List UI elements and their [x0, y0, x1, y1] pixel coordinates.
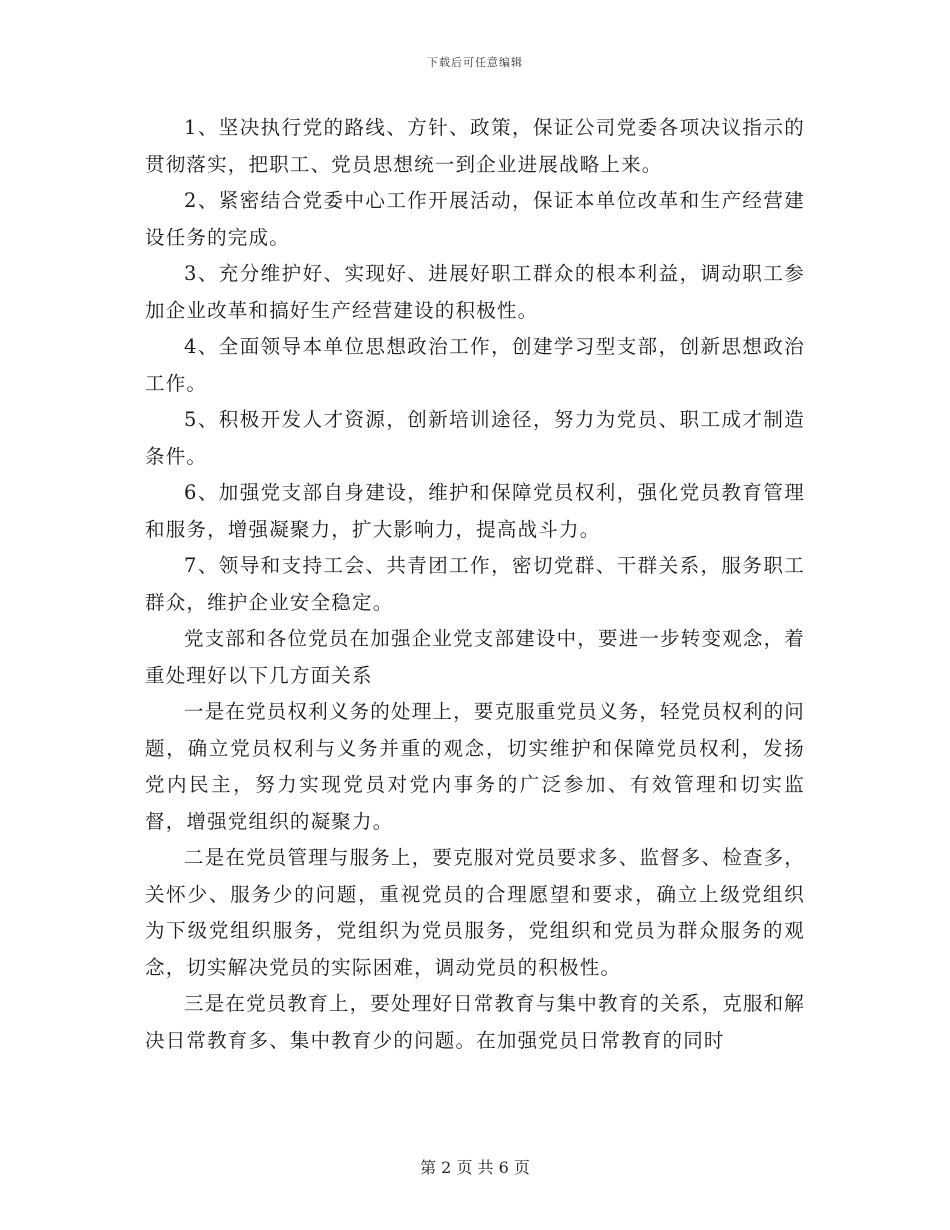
page-number: 第 2 页 共 6 页 — [420, 1158, 530, 1177]
paragraph: 5、积极开发人才资源，创新培训途径，努力为党员、职工成才制造条件。 — [145, 408, 805, 468]
paragraph: 三是在党员教育上，要处理好日常教育与集中教育的关系，克服和解决日常教育多、集中教育少的问题。在加强党员日常教育的同时 — [145, 992, 806, 1052]
paragraph: 二是在党员管理与服务上，要克服对党员要求多、监督多、检查多，关怀少、服务少的问题，重视党员的合理愿望和要求，确立上级党组织为下级党组织服务，党组织为党员服务，党组织和党员为群众服务的观念，切实解决党员的实际困难，调动党员的积极性。 — [145, 846, 806, 979]
paragraph: 6、加强党支部自身建设，维护和保障党员权利，强化党员教育管理和服务，增强凝聚力，扩大影响力，提高战斗力。 — [145, 481, 805, 541]
paragraph: 7、领导和支持工会、共青团工作，密切党群、干群关系，服务职工群众，维护企业安全稳定。 — [145, 554, 805, 614]
paragraph: 一是在党员权利义务的处理上，要克服重党员义务，轻党员权利的问题，确立党员权利与义务并重的观念，切实维护和保障党员权利，发扬党内民主，努力实现党员对党内事务的广泛参加、有效管理和切实监督，增强党组织的凝聚力。 — [145, 700, 806, 833]
paragraph: 2、紧密结合党委中心工作开展活动，保证本单位改革和生产经营建设任务的完成。 — [145, 189, 805, 249]
paragraph: 3、充分维护好、实现好、进展好职工群众的根本利益，调动职工参加企业改革和搞好生产经营建设的积极性。 — [145, 262, 805, 322]
paragraph: 1、坚决执行党的路线、方针、政策，保证公司党委各项决议指示的贯彻落实，把职工、党员思想统一到企业进展战略上来。 — [145, 116, 805, 176]
page-header: 下载后可任意编辑 — [427, 56, 523, 69]
paragraph: 4、全面领导本单位思想政治工作，创建学习型支部，创新思想政治工作。 — [145, 335, 805, 395]
paragraph: 党支部和各位党员在加强企业党支部建设中，要进一步转变观念，着重处理好以下几方面关系 — [145, 627, 806, 687]
document-body — [145, 110, 805, 1059]
